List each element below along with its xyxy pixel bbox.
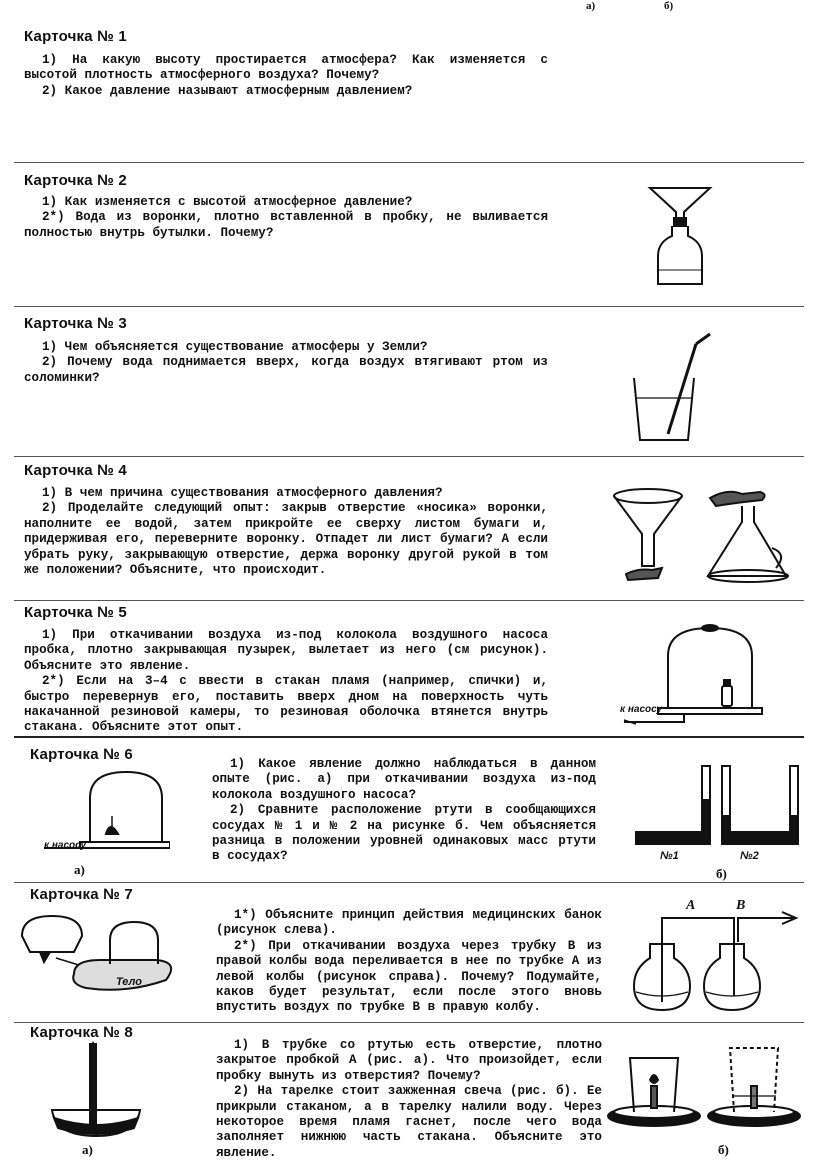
funnel-bottle-figure bbox=[640, 178, 720, 290]
card-title: Карточка № 1 bbox=[24, 28, 127, 45]
body-label: Тело bbox=[116, 976, 142, 988]
card-title: Карточка № 4 bbox=[24, 462, 127, 479]
question-1: 1) При откачивании воздуха из-под колокола воздушного насоса пробка, плотно закрывающая пузырек, вылетает из него (см рисунок). Объясните это явление. bbox=[24, 628, 548, 673]
card-questions bbox=[24, 340, 548, 386]
question-2: 2) Сравните расположение ртути в сообщающихся сосудах № 1 и № 2 на рисунке б. Чем объясняется разница в положении уровней одинаковых масс ртути в сосудах? bbox=[212, 803, 596, 864]
pump-label: к насосу bbox=[44, 840, 87, 851]
card-title: Карточка № 2 bbox=[24, 172, 127, 189]
vacuum-bell-figure bbox=[614, 622, 774, 732]
card-divider bbox=[14, 600, 804, 601]
question-2: 2) Почему вода поднимается вверх, когда воздух втягивают ртом из соломинки? bbox=[24, 355, 548, 385]
question-1: 1) Чем объясняется существование атмосферы у Земли? bbox=[42, 340, 428, 354]
candle-glass-figure bbox=[604, 1040, 804, 1140]
question-2: 2*) Если на 3–4 с ввести в стакан пламя (например, спички) и, быстро перевернув его, поставить вверх дном на поверхность чуть накачанной резиновой камеры, то резиновая оболочка втянется внутрь стакана. Объясните этот опыт. bbox=[24, 674, 548, 734]
card-title: Карточка № 6 bbox=[30, 746, 133, 763]
fig-a-label: а) bbox=[74, 862, 85, 877]
question-1: 1) На какую высоту простирается атмосфера? Как изменяется с высотой плотность атмосферного воздуха? Почему? bbox=[24, 53, 548, 83]
top-mark-b: б) bbox=[664, 0, 674, 12]
question-2: 2) На тарелке стоит зажженная свеча (рис. б). Ее прикрыли стаканом, а в тарелку налили воду. Через некоторое время пламя гаснет, после чего вода заполняет нижнюю часть стакана. Объясните это явление. bbox=[216, 1084, 602, 1160]
card-questions bbox=[212, 757, 596, 865]
communicating-vessels-figure bbox=[630, 762, 804, 846]
card-questions bbox=[24, 195, 548, 241]
card-divider bbox=[14, 162, 804, 163]
question-1: 1) В трубке со ртутью есть отверстие, плотно закрытое пробкой А (рис. а). Что произойдет, если пробку вынуть из отверстия? Почему? bbox=[216, 1038, 602, 1083]
glass-straw-figure bbox=[618, 328, 718, 446]
card-divider bbox=[14, 1022, 804, 1023]
card-questions bbox=[24, 53, 548, 99]
vessel-2-label: №2 bbox=[740, 850, 759, 862]
flask-hand-figure bbox=[702, 484, 798, 594]
medical-cups-figure bbox=[16, 912, 184, 1000]
question-2: 2) Проделайте следующий опыт: закрыв отверстие «носика» воронки, наполните ее водой, затем прикройте ее сверху листом бумаги и, придерживая его, переверните воронку. Отпадет ли лист бумаги? А если убрать руку, закрывающую отверстие, держа воронку другой рукой в том же положении? Объясните, что происходит. bbox=[24, 501, 548, 578]
question-2: 2) Какое давление называют атмосферным давлением? bbox=[42, 83, 413, 98]
fig-a-label: а) bbox=[82, 1142, 93, 1157]
card-divider bbox=[14, 882, 804, 883]
mercury-tube-figure bbox=[46, 1040, 146, 1140]
card-questions bbox=[216, 908, 602, 1016]
top-mark-a: а) bbox=[586, 0, 596, 12]
question-1: 1) Какое явление должно наблюдаться в данном опыте (рис. а) при откачивании воздуха из-под колокола воздушного насоса? bbox=[212, 757, 596, 802]
card-questions bbox=[24, 628, 548, 734]
tube-mark-label: A bbox=[90, 1040, 96, 1049]
question-2: 2*) Вода из воронки, плотно вставленной в пробку, не выливается полностью внутрь бутылки. Почему? bbox=[24, 210, 548, 240]
card-questions bbox=[24, 486, 548, 578]
fig-b-label: б) bbox=[718, 1142, 729, 1157]
vessel-1-label: №1 bbox=[660, 850, 679, 862]
question-1: 1*) Объясните принцип действия медицинских банок (рисунок слева). bbox=[216, 908, 602, 938]
card-title: Карточка № 5 bbox=[24, 604, 127, 621]
card-divider bbox=[14, 456, 804, 457]
card-divider bbox=[14, 306, 804, 307]
card-title: Карточка № 3 bbox=[24, 315, 127, 332]
question-1: 1) Как изменяется с высотой атмосферное давление? bbox=[42, 195, 413, 209]
card-questions bbox=[216, 1038, 602, 1161]
question-2: 2*) При откачивании воздуха через трубку В из правой колбы вода переливается в нее по трубке А из левой колбы (рисунок справа). Почему? Подумайте, каков будет результат, если после этого вновь впустить воздух по трубке В в правую колбу. bbox=[216, 938, 602, 1015]
pump-label: к насосу bbox=[620, 704, 663, 715]
question-1: 1) В чем причина существования атмосферного давления? bbox=[42, 486, 443, 500]
tube-b-label: B bbox=[736, 898, 746, 913]
fig-b-label: б) bbox=[716, 866, 727, 881]
two-flasks-figure bbox=[630, 898, 800, 1018]
tube-a-label: A bbox=[686, 898, 696, 913]
card-title: Карточка № 8 bbox=[30, 1024, 133, 1041]
card-divider bbox=[14, 736, 804, 738]
funnel-hand-figure bbox=[604, 482, 704, 592]
card-title: Карточка № 7 bbox=[30, 886, 133, 903]
